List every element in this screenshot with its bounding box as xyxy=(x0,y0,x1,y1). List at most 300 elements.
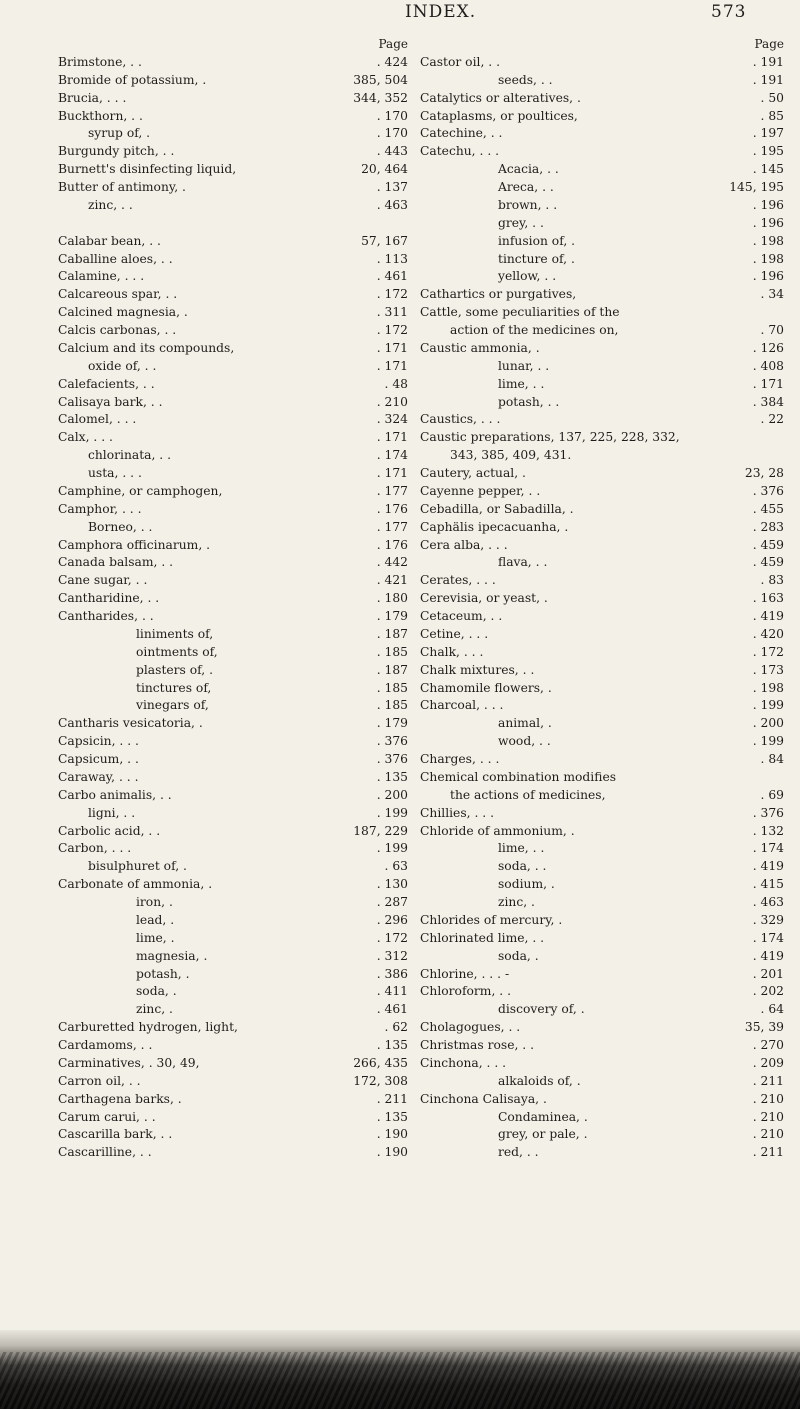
entry-pages: . 376 xyxy=(376,734,408,749)
entry-term: tincture of, . xyxy=(498,251,575,266)
entry-pages: 385, 504 xyxy=(353,72,408,87)
entry-term: Capsicin, . . . xyxy=(58,734,139,749)
entry-pages: . 419 xyxy=(752,948,784,963)
entry-pages: . 198 xyxy=(752,251,784,266)
index-entry xyxy=(420,751,784,769)
entry-pages: . 376 xyxy=(752,483,784,498)
entry-pages: . 201 xyxy=(752,966,784,981)
entry-term: Caballine aloes, . . xyxy=(58,251,173,266)
entry-term: red, . . xyxy=(498,1145,539,1160)
entry-term: Chalk mixtures, . . xyxy=(420,662,535,677)
index-entry xyxy=(420,108,784,126)
entry-term: flava, . . xyxy=(498,555,548,570)
index-entry xyxy=(420,447,784,465)
entry-term: Cataplasms, or poultices, xyxy=(420,108,578,123)
scan-shadow-edge xyxy=(0,1330,800,1409)
index-entry xyxy=(420,376,784,394)
entry-pages: . 191 xyxy=(752,72,784,87)
entry-pages: . 376 xyxy=(376,752,408,766)
entry-term: Condaminea, . xyxy=(498,1109,588,1124)
entry-pages: . 126 xyxy=(752,340,784,355)
index-entry xyxy=(58,501,408,519)
entry-pages: . 171 xyxy=(752,376,784,391)
entry-pages: . 459 xyxy=(752,537,784,552)
index-entry xyxy=(420,769,784,787)
entry-term: Caustics, . . . xyxy=(420,412,501,427)
entry-term: Cantharidine, . . xyxy=(58,591,160,606)
index-entry xyxy=(58,215,408,233)
entry-term: Carbolic acid, . . xyxy=(58,823,161,838)
entry-pages: . 145 xyxy=(752,162,784,177)
index-entry xyxy=(420,1037,784,1055)
entry-pages: . 177 xyxy=(376,519,408,534)
index-entry xyxy=(420,519,784,537)
entry-term: bisulphuret of, . xyxy=(88,859,187,874)
index-entry xyxy=(420,608,784,626)
index-entry xyxy=(420,983,784,1001)
entry-pages: . 179 xyxy=(376,609,408,623)
entry-pages: . 172 xyxy=(376,287,408,302)
index-entry xyxy=(420,125,784,143)
entry-pages: . 287 xyxy=(376,895,408,909)
index-entry xyxy=(58,554,408,572)
entry-term: Burnett's disinfecting liquid, xyxy=(58,162,237,177)
entry-pages: 344, 352 xyxy=(353,90,408,105)
index-entry xyxy=(58,90,408,108)
entry-pages: . 211 xyxy=(376,1091,408,1106)
index-entry xyxy=(420,590,784,608)
entry-term: lime, . xyxy=(136,930,175,945)
index-entry xyxy=(420,286,784,304)
entry-term: Catalytics or alteratives, . xyxy=(420,90,581,105)
index-entry xyxy=(420,1109,784,1127)
index-entry xyxy=(420,948,784,966)
index-entry xyxy=(58,376,408,394)
entry-term: Calomel, . . . xyxy=(58,412,137,427)
entry-pages: . 196 xyxy=(752,197,784,212)
entry-term: Bromide of potassium, . xyxy=(58,72,207,87)
entry-pages: . 199 xyxy=(752,698,784,713)
entry-pages: 172, 308 xyxy=(353,1073,408,1088)
entry-pages: . 200 xyxy=(752,716,784,731)
entry-term: Cebadilla, or Sabadilla, . xyxy=(420,501,574,516)
index-entry xyxy=(58,1109,408,1127)
entry-pages: . 85 xyxy=(760,108,784,123)
index-entry xyxy=(420,322,784,340)
entry-term: Carthagena barks, . xyxy=(58,1091,182,1106)
entry-pages: . 173 xyxy=(752,662,784,677)
index-entry xyxy=(420,90,784,108)
index-entry xyxy=(58,1091,408,1109)
index-entry xyxy=(58,179,408,197)
entry-pages: . 196 xyxy=(752,215,784,230)
entry-term: Areca, . . xyxy=(498,180,554,194)
entry-term: Castor oil, . . xyxy=(420,54,500,69)
index-entry xyxy=(58,251,408,269)
index-entry xyxy=(420,429,784,447)
index-entry xyxy=(420,680,784,698)
entry-pages: . 420 xyxy=(752,626,784,641)
index-entry xyxy=(420,644,784,662)
entry-pages: . 187 xyxy=(376,626,408,641)
entry-term: Chloride of ammonium, . xyxy=(420,823,575,838)
index-entry xyxy=(58,143,408,161)
entry-pages: . 172 xyxy=(376,930,408,945)
entry-pages: 187, 229 xyxy=(353,823,408,838)
entry-pages: . 197 xyxy=(752,126,784,141)
entry-term: seeds, . . xyxy=(498,72,553,87)
entry-term: Calabar bean, . . xyxy=(58,233,161,248)
index-entry xyxy=(58,1055,408,1073)
entry-pages: . 461 xyxy=(376,1002,408,1017)
entry-pages: . 185 xyxy=(376,698,408,713)
index-entry xyxy=(58,394,408,412)
entry-term: Carum carui, . . xyxy=(58,1109,156,1124)
entry-term: Burgundy pitch, . . xyxy=(58,144,175,159)
entry-pages: . 171 xyxy=(376,466,408,480)
entry-pages: . 185 xyxy=(376,680,408,695)
entry-term: Cantharis vesicatoria, . xyxy=(58,716,203,731)
entry-pages: . 64 xyxy=(760,1002,784,1017)
entry-pages: . 163 xyxy=(752,591,784,606)
entry-pages: . 190 xyxy=(376,1145,408,1160)
entry-pages: . 198 xyxy=(752,680,784,695)
index-entry xyxy=(420,894,784,912)
entry-term: Calcareous spar, . . xyxy=(58,287,178,302)
entry-pages: . 185 xyxy=(376,644,408,659)
index-entry xyxy=(58,54,408,72)
entry-term: lunar, . . xyxy=(498,358,550,373)
entry-pages: . 463 xyxy=(376,197,408,212)
entry-pages: . 113 xyxy=(376,251,408,266)
entry-pages: . 130 xyxy=(376,877,408,892)
index-entry xyxy=(420,483,784,501)
entry-term: Chlorine, . . . - xyxy=(420,966,510,981)
entry-pages: . 311 xyxy=(376,305,408,320)
running-header xyxy=(0,2,800,26)
index-entry xyxy=(58,358,408,376)
entry-pages: . 171 xyxy=(376,430,408,445)
entry-term: iron, . xyxy=(136,895,173,909)
entry-pages: . 312 xyxy=(376,948,408,963)
entry-pages: . 84 xyxy=(760,752,784,766)
entry-pages: . 48 xyxy=(384,376,408,391)
entry-term: Calx, . . . xyxy=(58,430,113,445)
index-entry xyxy=(420,54,784,72)
index-entry xyxy=(58,340,408,358)
index-entry xyxy=(58,483,408,501)
page-label: Page xyxy=(754,37,784,51)
index-entry xyxy=(420,72,784,90)
entry-pages: . 459 xyxy=(752,555,784,570)
entry-pages: . 137 xyxy=(376,180,408,194)
entry-pages: . 443 xyxy=(376,144,408,159)
entry-pages: . 172 xyxy=(752,644,784,659)
entry-pages: . 324 xyxy=(376,412,408,427)
entry-pages: . 176 xyxy=(376,501,408,516)
entry-pages: . 455 xyxy=(752,501,784,516)
entry-term: Camphor, . . . xyxy=(58,501,142,516)
index-entry xyxy=(420,912,784,930)
entry-term: vinegars of, xyxy=(136,698,209,713)
index-entry xyxy=(420,161,784,179)
entry-term: Cascarilline, . . xyxy=(58,1145,152,1160)
entry-term: Calefacients, . . xyxy=(58,376,155,391)
index-entry xyxy=(420,858,784,876)
index-entry xyxy=(58,519,408,537)
index-entry xyxy=(58,787,408,805)
index-entry xyxy=(420,465,784,483)
entry-pages: . 210 xyxy=(752,1127,784,1142)
index-entry xyxy=(420,143,784,161)
index-entry xyxy=(58,930,408,948)
index-entry xyxy=(58,1126,408,1144)
entry-term: zinc, . xyxy=(498,895,535,909)
entry-pages: . 463 xyxy=(752,895,784,909)
index-entry xyxy=(58,465,408,483)
index-entry xyxy=(420,554,784,572)
entry-term: plasters of, . xyxy=(136,662,214,677)
entry-pages: . 174 xyxy=(752,930,784,945)
index-entry xyxy=(58,662,408,680)
entry-pages: . 190 xyxy=(376,1127,408,1142)
index-entry xyxy=(58,322,408,340)
entry-pages: . 176 xyxy=(376,537,408,552)
entry-pages: . 22 xyxy=(760,412,784,427)
entry-term: tinctures of, xyxy=(136,680,212,695)
index-entry xyxy=(420,358,784,376)
entry-term: Cayenne pepper, . . xyxy=(420,483,541,498)
entry-pages: . 170 xyxy=(376,126,408,141)
index-entry xyxy=(420,233,784,251)
entry-pages: . 83 xyxy=(760,573,784,588)
entry-term: Cholagogues, . . xyxy=(420,1020,521,1035)
index-entry xyxy=(420,966,784,984)
entry-pages: . 209 xyxy=(752,1055,784,1070)
entry-term: Camphine, or camphogen, xyxy=(58,483,223,498)
entry-pages: . 408 xyxy=(752,358,784,373)
page-label: Page xyxy=(378,37,408,51)
entry-pages: . 196 xyxy=(752,269,784,284)
index-entry xyxy=(420,787,784,805)
entry-pages: . 415 xyxy=(752,877,784,892)
entry-pages: 145, 195 xyxy=(729,180,784,194)
index-entry xyxy=(420,340,784,358)
index-entry xyxy=(58,304,408,322)
index-entry xyxy=(420,662,784,680)
entry-term: soda, . xyxy=(498,948,539,963)
index-entry xyxy=(58,1144,408,1162)
index-entry xyxy=(420,1091,784,1109)
entry-pages: . 419 xyxy=(752,609,784,623)
entry-pages: . 135 xyxy=(376,1109,408,1124)
index-entry xyxy=(58,1019,408,1037)
entry-pages: . 198 xyxy=(752,233,784,248)
entry-pages: . 187 xyxy=(376,662,408,677)
entry-term: lime, . . xyxy=(498,841,545,856)
entry-pages: . 419 xyxy=(752,859,784,874)
index-entry xyxy=(58,537,408,555)
index-entry xyxy=(420,501,784,519)
entry-term: Cardamoms, . . xyxy=(58,1038,153,1052)
entry-pages: . 34 xyxy=(760,287,784,302)
entry-term: Chlorinated lime, . . xyxy=(420,930,545,945)
index-entry xyxy=(420,251,784,269)
index-entry xyxy=(58,447,408,465)
entry-term: infusion of, . xyxy=(498,233,576,248)
index-entry xyxy=(58,626,408,644)
index-entry xyxy=(420,537,784,555)
entry-term: Borneo, . . xyxy=(88,519,153,534)
index-entry xyxy=(420,304,784,322)
index-entry xyxy=(420,876,784,894)
entry-pages: 57, 167 xyxy=(361,233,408,248)
entry-pages: . 202 xyxy=(752,984,784,999)
index-entry xyxy=(420,1126,784,1144)
index-entry xyxy=(58,1037,408,1055)
entry-term: Chlorides of mercury, . xyxy=(420,912,563,927)
entry-term: Cera alba, . . . xyxy=(420,537,508,552)
entry-pages: . 296 xyxy=(376,912,408,927)
entry-term: Calcis carbonas, . . xyxy=(58,323,177,337)
index-entry xyxy=(58,411,408,429)
entry-pages: . 195 xyxy=(752,144,784,159)
entry-term: chlorinata, . . xyxy=(88,448,172,463)
entry-pages: . 69 xyxy=(760,787,784,802)
entry-term: Carron oil, . . xyxy=(58,1073,141,1088)
entry-term: the actions of medicines, xyxy=(450,787,606,802)
entry-term: zinc, . xyxy=(136,1002,173,1017)
entry-term: yellow, . . xyxy=(498,269,557,284)
index-entry xyxy=(420,1019,784,1037)
entry-pages: . 210 xyxy=(376,394,408,409)
entry-pages: . 70 xyxy=(760,323,784,337)
entry-term: Caraway, . . . xyxy=(58,769,139,784)
entry-term: potash, . . xyxy=(498,394,560,409)
entry-pages: . 180 xyxy=(376,591,408,606)
entry-term: zinc, . . xyxy=(88,197,133,212)
entry-term: brown, . . xyxy=(498,197,558,212)
index-entry xyxy=(420,1001,784,1019)
entry-term: Chemical combination modifies xyxy=(420,769,617,784)
index-entry xyxy=(58,125,408,143)
entry-term: grey, or pale, . xyxy=(498,1127,588,1142)
entry-term: Carminatives, . 30, 49, xyxy=(58,1055,200,1070)
entry-pages: . 50 xyxy=(760,90,784,105)
entry-term: Cantharides, . . xyxy=(58,609,154,623)
entry-pages: . 461 xyxy=(376,269,408,284)
entry-term: Chloroform, . . xyxy=(420,984,511,999)
index-entry xyxy=(58,572,408,590)
entry-term: sodium, . xyxy=(498,877,555,892)
index-entry xyxy=(420,805,784,823)
entry-term: potash, . xyxy=(136,966,190,981)
entry-pages: . 210 xyxy=(752,1109,784,1124)
index-entry xyxy=(58,966,408,984)
entry-pages: . 62 xyxy=(384,1020,408,1035)
index-entry xyxy=(58,1001,408,1019)
entry-term: Capsicum, . . xyxy=(58,752,139,766)
entry-term: Cinchona, . . . xyxy=(420,1055,507,1070)
entry-pages: . 191 xyxy=(752,54,784,69)
entry-pages: . 63 xyxy=(384,859,408,874)
entry-term: Cascarilla bark, . . xyxy=(58,1127,173,1142)
index-entry xyxy=(58,840,408,858)
index-entry xyxy=(58,983,408,1001)
entry-pages: . 329 xyxy=(752,912,784,927)
entry-pages: . 172 xyxy=(376,323,408,337)
index-entry xyxy=(58,1073,408,1091)
entry-term: Camphora officinarum, . xyxy=(58,537,211,552)
entry-term: Cathartics or purgatives, xyxy=(420,287,577,302)
entry-pages: . 174 xyxy=(752,841,784,856)
entry-pages: . 211 xyxy=(752,1073,784,1088)
index-entry xyxy=(58,733,408,751)
index-entry xyxy=(420,626,784,644)
entry-term: Cetine, . . . xyxy=(420,626,489,641)
index-entry xyxy=(58,286,408,304)
index-entry xyxy=(58,197,408,215)
index-entry xyxy=(58,805,408,823)
entry-pages: . 171 xyxy=(376,358,408,373)
entry-pages: . 199 xyxy=(752,734,784,749)
entry-term: syrup of, . xyxy=(88,126,151,141)
entry-term: Brucia, . . . xyxy=(58,90,127,105)
entry-pages: . 411 xyxy=(376,984,408,999)
index-entry xyxy=(420,840,784,858)
page-header-title: INDEX. xyxy=(405,2,477,22)
entry-pages: . 170 xyxy=(376,108,408,123)
index-entry xyxy=(420,733,784,751)
index-column-left xyxy=(58,36,408,1162)
entry-term: magnesia, . xyxy=(136,948,208,963)
index-entry xyxy=(58,161,408,179)
index-entry xyxy=(420,1055,784,1073)
entry-pages: . 135 xyxy=(376,1038,408,1052)
entry-term: Caustic preparations, 137, 225, 228, 332, xyxy=(420,430,680,445)
entry-term: Calcined magnesia, . xyxy=(58,305,188,320)
entry-pages: . 132 xyxy=(752,823,784,838)
entry-pages: . 424 xyxy=(376,54,408,69)
entry-term: usta, . . . xyxy=(88,466,142,480)
entry-term: Charcoal, . . . xyxy=(420,698,504,713)
entry-term: discovery of, . xyxy=(498,1002,585,1017)
index-entry xyxy=(58,948,408,966)
entry-pages: . 171 xyxy=(376,340,408,355)
entry-pages: . 376 xyxy=(752,805,784,820)
entry-term: Caustic ammonia, . xyxy=(420,340,540,355)
entry-term: Buckthorn, . . xyxy=(58,108,143,123)
index-entry xyxy=(58,876,408,894)
index-entry xyxy=(58,72,408,90)
entry-term: Cerates, . . . xyxy=(420,573,496,588)
entry-term: Caphälis ipecacuanha, . xyxy=(420,519,569,534)
index-entry xyxy=(420,572,784,590)
column-heading xyxy=(58,36,408,54)
entry-term: Carburetted hydrogen, light, xyxy=(58,1020,238,1035)
entry-term: Calisaya bark, . . xyxy=(58,394,163,409)
entry-term: grey, . . xyxy=(498,215,544,230)
entry-pages: 35, 39 xyxy=(744,1020,784,1035)
index-entry xyxy=(58,680,408,698)
entry-pages: . 200 xyxy=(376,787,408,802)
entry-term: Cerevisia, or yeast, . xyxy=(420,591,548,606)
entry-term: lime, . . xyxy=(498,376,545,391)
index-entry xyxy=(420,215,784,233)
entry-pages: . 442 xyxy=(376,555,408,570)
entry-term: Calamine, . . . xyxy=(58,269,145,284)
entry-term: 343, 385, 409, 431. xyxy=(450,448,572,463)
